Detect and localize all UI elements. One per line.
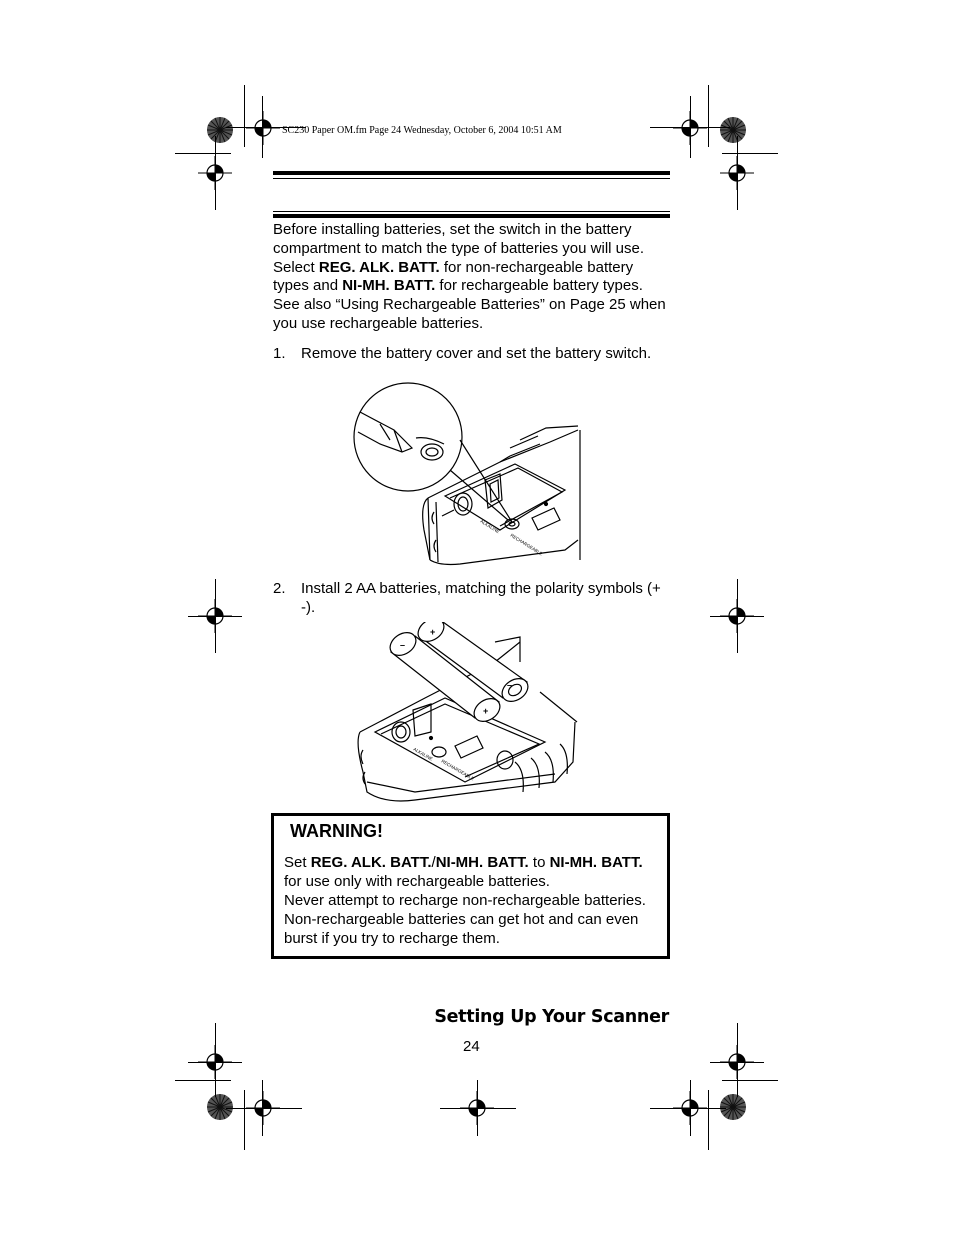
- crop-mark-icon: [262, 96, 263, 158]
- starburst-target-icon: [205, 115, 235, 145]
- crop-mark-icon: [708, 85, 709, 147]
- alkaline-setting-label: REG. ALK. BATT.: [310, 854, 432, 871]
- warning-body: [284, 853, 664, 948]
- crop-mark-icon: [188, 616, 242, 617]
- section-rule-thin: [273, 211, 670, 212]
- crop-mark-icon: [440, 1108, 516, 1109]
- crop-mark-icon: [708, 1090, 709, 1150]
- nimh-setting-label: NI-MH. BATT.: [435, 854, 529, 871]
- starburst-target-icon: [718, 1092, 748, 1122]
- battery-insertion-illustration: [355, 622, 585, 807]
- crop-mark-icon: [710, 616, 764, 617]
- step-text: Install 2 AA batteries, matching the polarity symbols (+ -).: [301, 580, 661, 616]
- crop-mark-icon: [737, 1023, 738, 1097]
- top-rule-thin: [273, 178, 670, 179]
- crop-mark-icon: [175, 153, 231, 154]
- step-text: Remove the battery cover and set the battery switch.: [301, 345, 652, 362]
- top-rule-thick: [273, 171, 670, 175]
- step-number: 2.: [273, 580, 286, 597]
- crop-mark-icon: [188, 1062, 242, 1063]
- crop-mark-icon: [175, 1080, 231, 1081]
- warning-title: WARNING!: [290, 821, 383, 841]
- crop-mark-icon: [722, 153, 778, 154]
- crop-mark-icon: [710, 1062, 764, 1063]
- svg-text:–: –: [507, 680, 513, 690]
- figure-label-rechargeable: RECHARGEABLE: [509, 532, 544, 557]
- step-number: 1.: [273, 345, 286, 362]
- svg-text:+: +: [483, 706, 489, 716]
- warning-text: Set: [284, 854, 311, 871]
- warning-text: for use only with rechargeable batteries.: [284, 873, 550, 890]
- warning-box: [271, 813, 670, 959]
- intro-paragraph: [273, 221, 673, 334]
- section-rule-thick: [273, 214, 670, 218]
- warning-text: Non-rechargeable batteries can get hot and can even burst if you try to recharge them.: [284, 911, 639, 947]
- section-title: Setting Up Your Scanner: [434, 1007, 669, 1027]
- crop-mark-icon: [477, 1080, 478, 1136]
- crop-mark-icon: [215, 1023, 216, 1097]
- intro-text: Before installing batteries, set the switch in the battery compartment to match the type of batteries you will use. Select: [273, 221, 645, 276]
- crop-mark-icon: [737, 136, 738, 210]
- nimh-target-label: NI-MH. BATT.: [549, 854, 643, 871]
- crop-mark-icon: [690, 1080, 691, 1136]
- starburst-target-icon: [718, 115, 748, 145]
- starburst-target-icon: [205, 1092, 235, 1122]
- alkaline-setting-label: REG. ALK. BATT.: [318, 258, 440, 276]
- intro-text: for non-rechargeable battery types and: [273, 258, 634, 295]
- figure-label-alkaline: ALKALINE: [479, 518, 501, 535]
- warning-text: Never attempt to recharge non-rechargeable batteries.: [284, 892, 646, 909]
- figure-label-alkaline: ALKALINE: [412, 746, 434, 762]
- crop-mark-icon: [226, 1108, 302, 1109]
- crop-mark-icon: [244, 1090, 245, 1150]
- crop-mark-icon: [690, 96, 691, 158]
- registration-mark-icon: [246, 111, 280, 145]
- crop-mark-icon: [215, 136, 216, 210]
- crop-mark-icon: [650, 1108, 726, 1109]
- nimh-setting-label: NI-MH. BATT.: [342, 277, 436, 295]
- battery-switch-illustration: [350, 380, 590, 570]
- page-number: 24: [463, 1038, 480, 1055]
- warning-text: /: [431, 854, 436, 871]
- crop-mark-icon: [722, 1080, 778, 1081]
- figure-label-rechargeable: RECHARGEABLE: [440, 758, 476, 782]
- intro-text: for rechargeable battery types. See also “Using Rechargeable Batteries” on Page 25 when you use rechargeable batteries.: [273, 277, 666, 332]
- svg-text:+: +: [430, 627, 436, 637]
- crop-mark-icon: [244, 85, 245, 147]
- svg-text:–: –: [400, 640, 406, 650]
- file-stamp: SC230 Paper OM.fm Page 24 Wednesday, October 6, 2004 10:51 AM: [282, 125, 562, 136]
- warning-text: to: [528, 854, 550, 871]
- crop-mark-icon: [262, 1080, 263, 1136]
